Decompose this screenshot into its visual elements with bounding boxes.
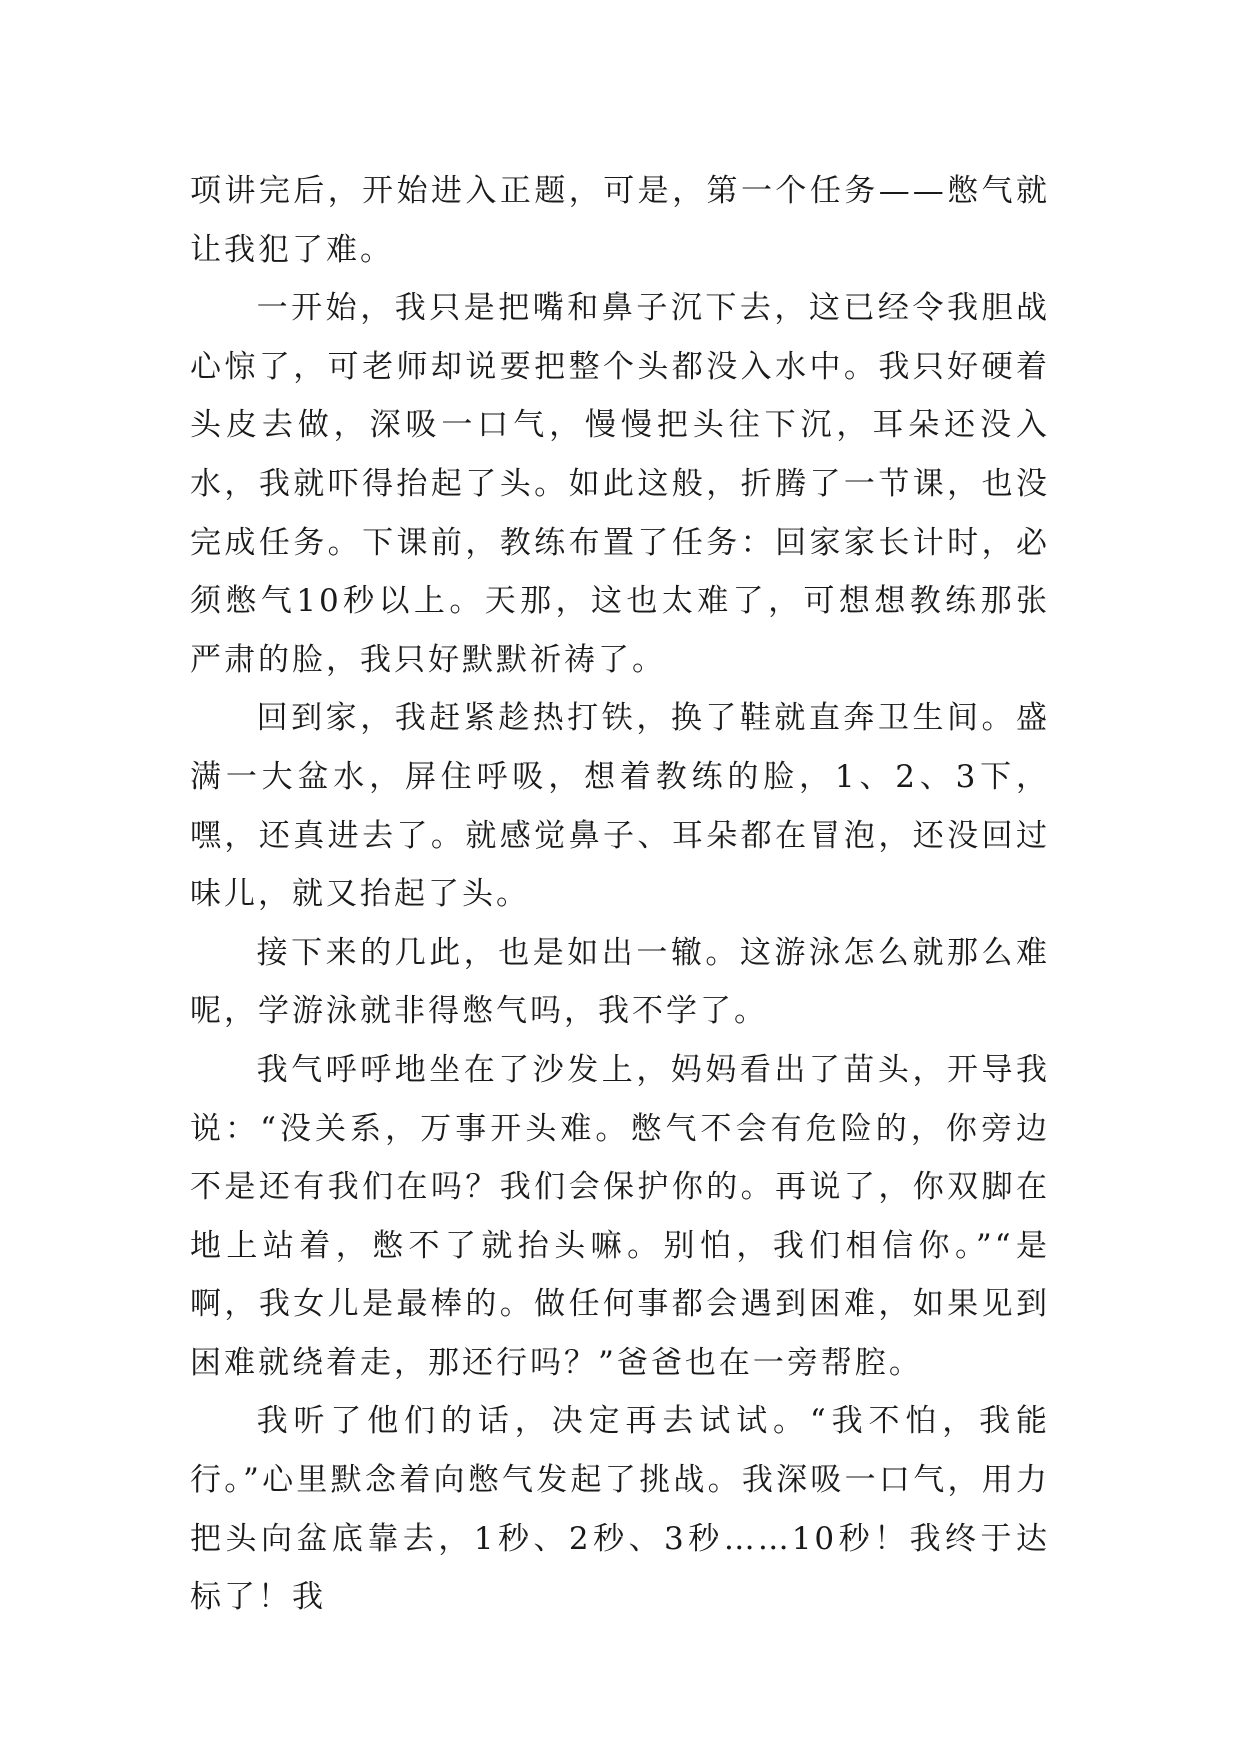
paragraph-5: 我气呼呼地坐在了沙发上，妈妈看出了苗头，开导我说：“没关系，万事开头难。憋气不会有危险的，你旁边不是还有我们在吗？我们会保护你的。再说了，你双脚在地上站着，憋不了就抬头嘛。别怕，我们相信你。”“是啊，我女儿是最棒的。做任何事都会遇到困难，如果见到困难就绕着走，那还行吗？”爸爸也在一旁帮腔。 xyxy=(190,1051,1050,1381)
paragraph-1: 项讲完后，开始进入正题，可是，第一个任务——憋气就让我犯了难。 xyxy=(190,173,1050,268)
paragraph-3: 回到家，我赶紧趁热打铁，换了鞋就直奔卫生间。盛满一大盆水，屏住呼吸，想着教练的脸，1、2、3下，嘿，还真进去了。就感觉鼻子、耳朵都在冒泡，还没回过味儿，就又抬起了头。 xyxy=(190,700,1050,913)
document-body xyxy=(190,162,1050,1627)
paragraph-6: 我听了他们的话，决定再去试试。“我不怕，我能行。”心里默念着向憋气发起了挑战。我深吸一口气，用力把头向盆底靠去，1秒、2秒、3秒……10秒！我终于达标了！我 xyxy=(190,1403,1050,1616)
paragraph-4: 接下来的几此，也是如出一辙。这游泳怎么就那么难呢，学游泳就非得憋气吗，我不学了。 xyxy=(190,934,1050,1030)
paragraph-2: 一开始，我只是把嘴和鼻子沉下去，这已经令我胆战心惊了，可老师却说要把整个头都没入水中。我只好硬着头皮去做，深吸一口气，慢慢把头往下沉，耳朵还没入水，我就吓得抬起了头。如此这般，折腾了一节课，也没完成任务。下课前，教练布置了任务：回家家长计时，必须憋气10秒以上。天那，这也太难了，可想想教练那张严肃的脸，我只好默默祈祷了。 xyxy=(190,290,1050,678)
